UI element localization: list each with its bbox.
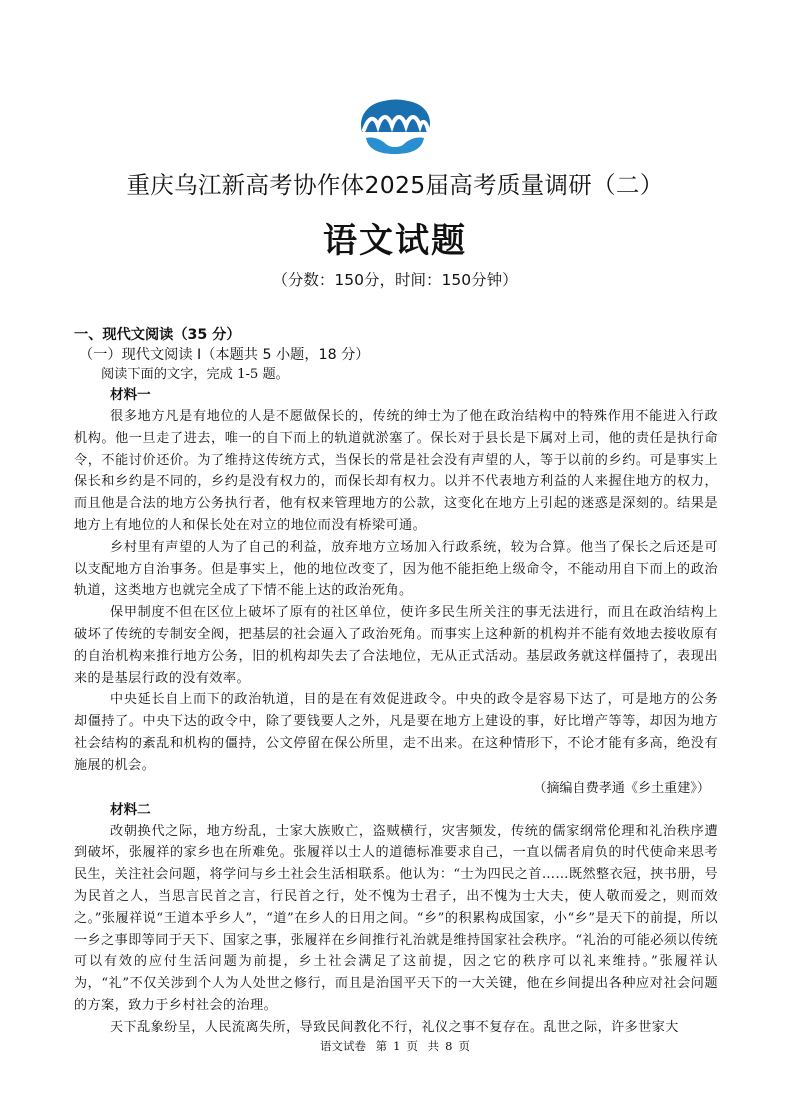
material-one-label: 材料一 — [110, 387, 151, 403]
footer-page-number: 1 — [393, 1039, 401, 1053]
subject-title: 语文试题 — [323, 221, 467, 261]
subsection-heading: （一）现代文阅读 I（本题共 5 小题，18 分） — [79, 347, 370, 363]
material-two-paragraph: 天下乱象纷呈，人民流离失所，导致民间教化不行，礼仪之事不复存在。乱世之际，许多世家大 — [110, 1019, 679, 1035]
wujiang-logo-icon — [356, 96, 434, 156]
exam-title: 重庆乌江新高考协作体2025届高考质量调研（二） — [126, 171, 664, 199]
footer-page-prefix: 第 — [375, 1039, 388, 1053]
question-content — [74, 325, 718, 1039]
material-two-paragraph: 改朝换代之际，地方纷乱，士家大族败亡，盗贼横行，灾害频发，传统的儒家纲常伦理和礼治秩序遭到破坏，张履祥的家乡也在所难免。张履祥以士人的道德标准要求自己，一直以儒者肩负的时代使命来思考民生，关注社会问题，将学问与乡土社会生活相联系。他认为：“士为四民之首……既然整衣冠，挟书册，号为民首之人，当思言民首之言，行民首之行，处不愧为士君子，出不愧为士大夫，使人敬而爱之，则而效之。”张履祥说“王道本乎乡人”，“道”在乡人的日用之间。“乡”的积累构成国家，小“乡”是天下的前提，所以一乡之事即等同于天下、国家之事，张履祥在乡间推行礼治就是维持国家社会秩序。“礼治的可能必须以传统可以有效的应付生活问题为前提，乡土社会满足了这前提，因之它的秩序可以礼来维持。”张履祥认为，“礼”不仅关涉到个人为人处世之修行，而且是治国平天下的一大关键，他在乡间提出各种应对社会问题的方案，致力于乡村社会的治理。 — [74, 823, 718, 1013]
material-one-paragraph: 保甲制度不但在区位上破坏了原有的社区单位，使许多民生所关注的事无法进行，而且在政治结构上破坏了传统的专制安全阀，把基层的社会逼入了政治死角。而事实上这种新的机构并不能有效地去接收原有的自治机构来推行地方公务，旧的机构却失去了合法地位，无从正式活动。基层政务就这样僵持了，表现出来的是基层行政的没有效率。 — [74, 605, 718, 686]
material-one-paragraph: 很多地方凡是有地位的人是不愿做保长的，传统的绅士为了他在政治结构中的特殊作用不能进入行政机构。他一旦走了进去，唯一的自下而上的轨道就淤塞了。保长对于县长是下属对上司，他的责任是执行命令，不能讨价还价。为了维持这传统方式，当保长的常是社会没有声望的人，等于以前的乡约。可是事实上保长和乡约是不同的，乡约是没有权力的，而保长却有权力。以并不代表地方利益的人来握住地方的权力，而且他是合法的地方公务执行者，他有权来管理地方的公款，这变化在地方上引起的迷惑是深刻的。结果是地方上有地位的人和保长处在对立的地位而没有桥梁可通。 — [74, 409, 718, 533]
material-one-paragraph: 中央延长自上而下的政治轨道，目的是在有效促进政令。中央的政令是容易下达了，可是地方的公务却僵持了。中央下达的政令中，除了要钱要人之外，凡是要在地方上建设的事，好比增产等等，却因为地方社会结构的紊乱和机构的僵持，公文停留在保公所里，走不出来。在这种情形下，不论才能有多高，绝没有施展的机会。 — [74, 692, 718, 773]
footer-total-unit: 页 — [458, 1039, 470, 1053]
page-footer — [0, 1038, 790, 1054]
material-one-paragraph: 乡村里有声望的人为了自己的利益，放弃地方立场加入行政系统，较为合算。他当了保长之后还是可以支配地方自治事务。但是事实上，他的地位改变了，因为他不能拒绝上级命令，不能动用自下而上的政治轨道，这类地方也就完全成了下情不能上达的政治死角。 — [74, 539, 718, 599]
footer-page-unit: 页 — [406, 1039, 418, 1053]
material-two-label: 材料二 — [110, 801, 151, 818]
footer-total-pages: 8 — [445, 1039, 453, 1053]
reading-instruction: 阅读下面的文字，完成 1-5 题。 — [101, 367, 289, 382]
footer-total-prefix: 共 — [427, 1039, 440, 1053]
material-one-source: （摘编自费孝通《乡土重建》） — [533, 780, 710, 796]
score-time-line: （分数：150分，时间：150分钟） — [272, 271, 518, 289]
section-heading: 一、现代文阅读（35 分） — [74, 327, 241, 343]
footer-label: 语文试卷 — [320, 1039, 367, 1053]
